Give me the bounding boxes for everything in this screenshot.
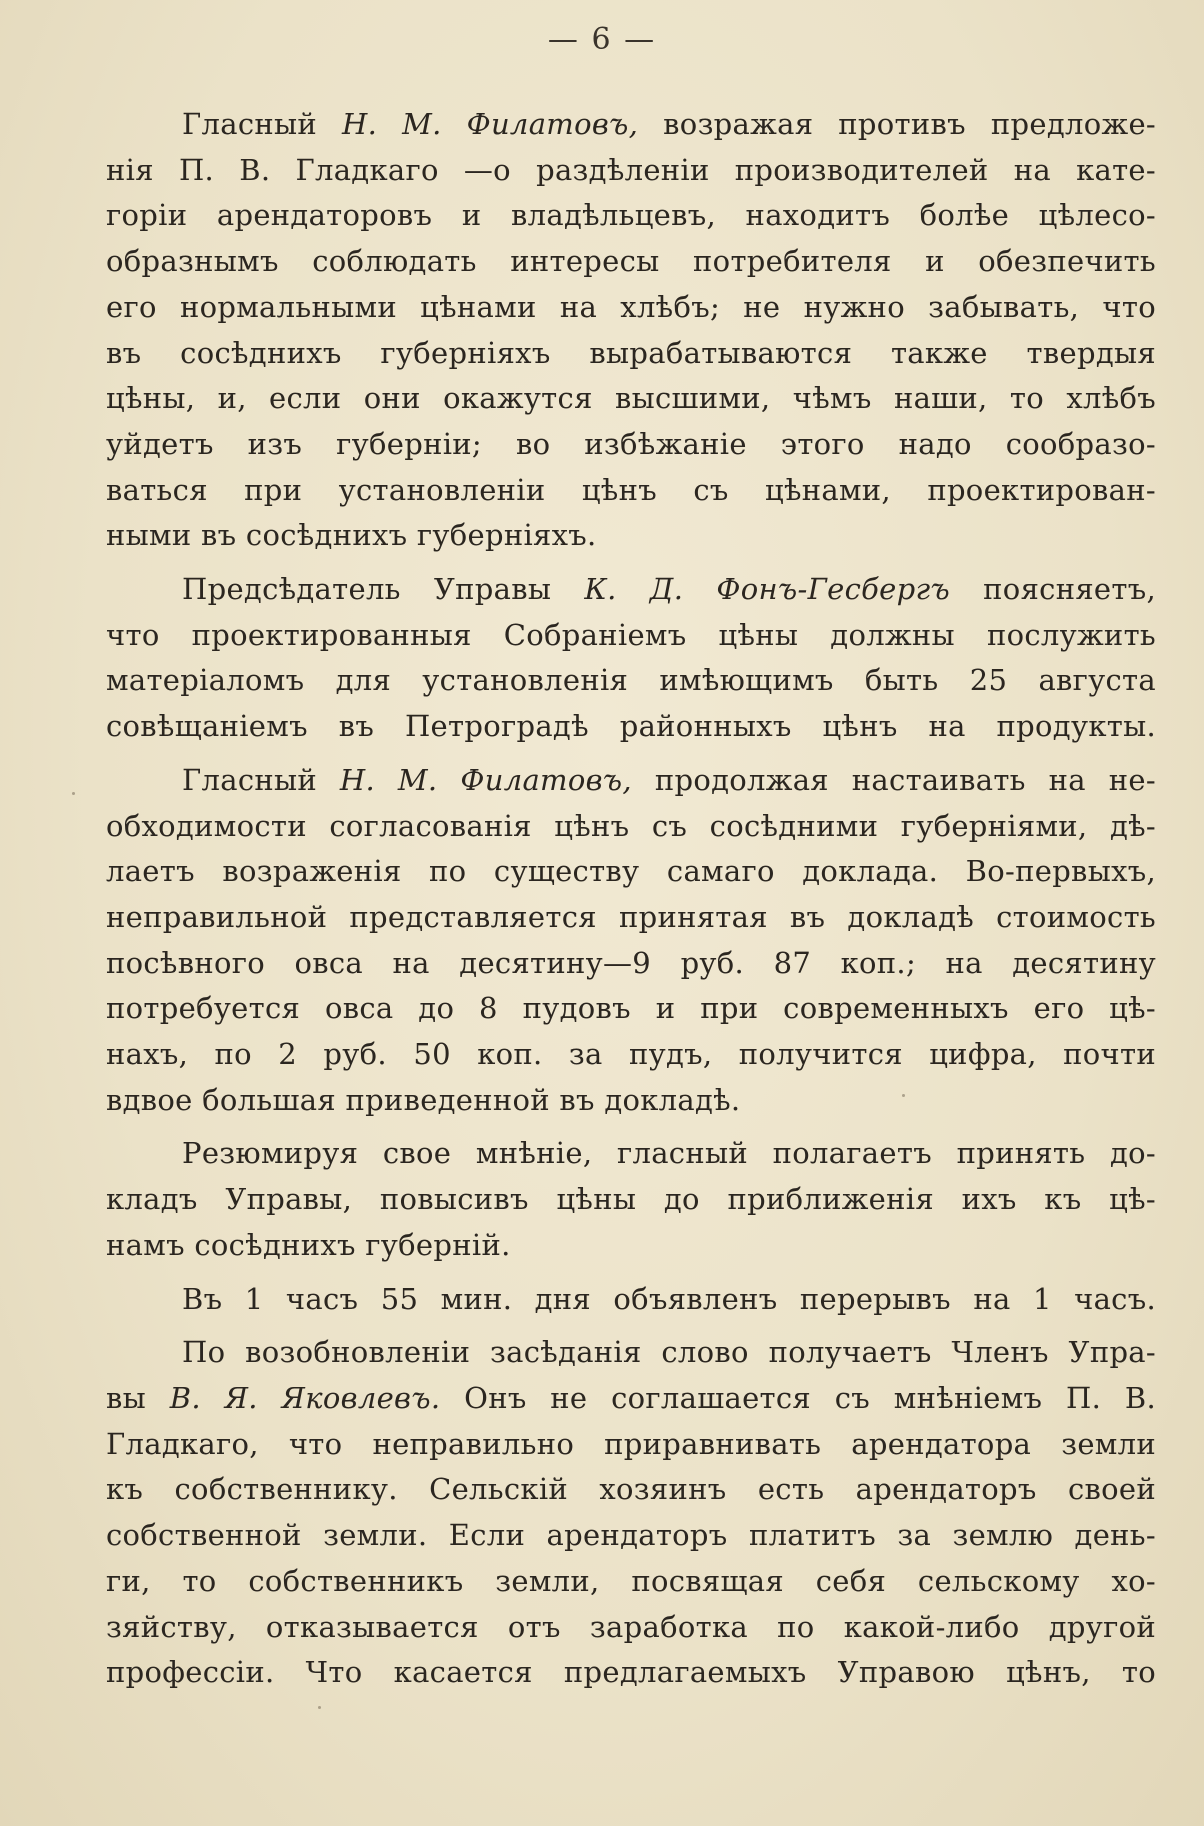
- paper-fleck: [318, 1706, 321, 1709]
- text-line: [106, 513, 1156, 559]
- text-fragment: его нормальными цѣнами на хлѣбъ; не нужно забывать, что: [106, 289, 1156, 324]
- text-fragment: Гладкаго, что неправильно приравнивать арендатора земли: [106, 1426, 1156, 1461]
- person-name: В. Я. Яковлевъ.: [169, 1380, 441, 1415]
- text-fragment: образнымъ соблюдать интересы потребителя и обезпечить: [106, 244, 1156, 279]
- text-fragment: возражая противъ предложе-: [638, 107, 1157, 141]
- text-fragment: Резюмируя свое мнѣніе, гласный полагаетъ принять до-: [182, 1136, 1156, 1171]
- text-line: [106, 1513, 1156, 1559]
- text-fragment: что проектированныя Собраніемъ цѣны должны послужить: [106, 617, 1156, 652]
- text-fragment: продолжая настаивать на не-: [631, 762, 1156, 797]
- text-fragment: вы: [106, 1380, 170, 1415]
- text-fragment: нія П. В. Гладкаго —о раздѣленіи производителей на кате-: [106, 152, 1156, 187]
- text-fragment: цѣны, и, если они окажутся высшими, чѣмъ наши, то хлѣбъ: [106, 381, 1156, 416]
- text-line: [106, 285, 1156, 331]
- text-line: [106, 1131, 1156, 1177]
- text-line: [106, 376, 1156, 422]
- text-fragment: Гласный: [182, 107, 342, 141]
- text-line: [106, 1650, 1156, 1696]
- text-line: [106, 895, 1156, 941]
- text-fragment: лаетъ возраженія по существу самаго доклада. Во-первыхъ,: [106, 854, 1156, 889]
- text-line: [106, 148, 1156, 194]
- text-fragment: вдвое большая приведенной въ докладѣ.: [106, 1082, 741, 1117]
- person-name: К. Д. Фонъ-Гесбергъ: [584, 572, 951, 607]
- text-line: [106, 1078, 1156, 1124]
- text-fragment: Въ 1 часъ 55 мин. дня объявленъ перерывъ на 1 часъ.: [182, 1281, 1156, 1316]
- text-line: [106, 1422, 1156, 1468]
- text-fragment: матеріаломъ для установленія имѣющимъ быть 25 августа: [106, 663, 1156, 698]
- text-fragment: нахъ, по 2 руб. 50 коп. за пудъ, получится цифра, почти: [106, 1037, 1156, 1072]
- text-fragment: уйдетъ изъ губерніи; во избѣжаніе этого надо сообразо-: [106, 426, 1156, 461]
- text-line: [106, 849, 1156, 895]
- text-fragment: ваться при установленіи цѣнъ съ цѣнами, проектирован-: [106, 472, 1156, 507]
- text-line: [106, 804, 1156, 850]
- text-line: [106, 567, 1156, 613]
- text-line: [106, 1277, 1156, 1323]
- text-line: [106, 1559, 1156, 1605]
- person-name: Н. М. Филатовъ,: [339, 762, 632, 797]
- text-line: [106, 1330, 1156, 1376]
- text-line: [106, 658, 1156, 704]
- text-line: [106, 986, 1156, 1032]
- text-line: [106, 102, 1156, 148]
- text-fragment: намъ сосѣднихъ губерній.: [106, 1227, 511, 1262]
- text-line: [106, 1467, 1156, 1513]
- text-line: [106, 1032, 1156, 1078]
- text-fragment: ги, то собственникъ земли, посвящая себя сельскому хо-: [106, 1563, 1156, 1598]
- text-fragment: кладъ Управы, повысивъ цѣны до приближенія ихъ къ цѣ-: [106, 1182, 1156, 1217]
- text-fragment: неправильной представляется принятая въ докладѣ стоимость: [106, 899, 1156, 934]
- text-fragment: профессіи. Что касается предлагаемыхъ Управою цѣнъ, то: [106, 1655, 1156, 1690]
- text-line: [106, 239, 1156, 285]
- text-line: [106, 1376, 1156, 1422]
- text-line: [106, 1605, 1156, 1651]
- text-fragment: ными въ сосѣднихъ губерніяхъ.: [106, 518, 597, 553]
- text-fragment: собственной земли. Если арендаторъ платитъ за землю день-: [106, 1518, 1156, 1553]
- text-fragment: къ собственнику. Сельскій хозяинъ есть арендаторъ своей: [106, 1472, 1156, 1507]
- text-line: [106, 613, 1156, 659]
- paper-fleck: [72, 792, 75, 795]
- text-fragment: въ сосѣднихъ губерніяхъ вырабатываются также твердыя: [106, 335, 1156, 370]
- text-line: [106, 941, 1156, 987]
- text-fragment: Гласный: [182, 762, 340, 797]
- text-fragment: Предсѣдатель Управы: [182, 572, 585, 607]
- text-fragment: совѣщаніемъ въ Петроградѣ районныхъ цѣнъ на продукты.: [106, 709, 1156, 744]
- text-line: [106, 704, 1156, 750]
- text-line: [106, 193, 1156, 239]
- text-line: [106, 468, 1156, 514]
- person-name: Н. М. Филатовъ,: [341, 107, 639, 141]
- text-fragment: Онъ не соглашается съ мнѣніемъ П. В.: [440, 1380, 1156, 1415]
- text-line: [106, 1177, 1156, 1223]
- text-fragment: потребуется овса до 8 пудовъ и при современныхъ его цѣ-: [106, 991, 1156, 1026]
- text-fragment: зяйству, отказывается отъ заработка по какой-либо другой: [106, 1609, 1156, 1644]
- text-fragment: горіи арендаторовъ и владѣльцевъ, находитъ болѣе цѣлесо-: [106, 198, 1156, 233]
- text-line: [106, 422, 1156, 468]
- text-fragment: По возобновленіи засѣданія слово получаетъ Членъ Упра-: [182, 1335, 1156, 1370]
- text-fragment: обходимости согласованія цѣнъ съ сосѣдними губерніями, дѣ-: [106, 808, 1156, 843]
- paper-fleck: [902, 1094, 905, 1097]
- text-line: [106, 758, 1156, 804]
- text-line: [106, 331, 1156, 377]
- text-fragment: посѣвного овса на десятину—9 руб. 87 коп.; на десятину: [106, 945, 1156, 980]
- text-body: [106, 102, 1156, 1696]
- page-number: — 6 —: [547, 22, 657, 57]
- text-line: [106, 1223, 1156, 1269]
- text-fragment: поясняетъ,: [950, 572, 1156, 607]
